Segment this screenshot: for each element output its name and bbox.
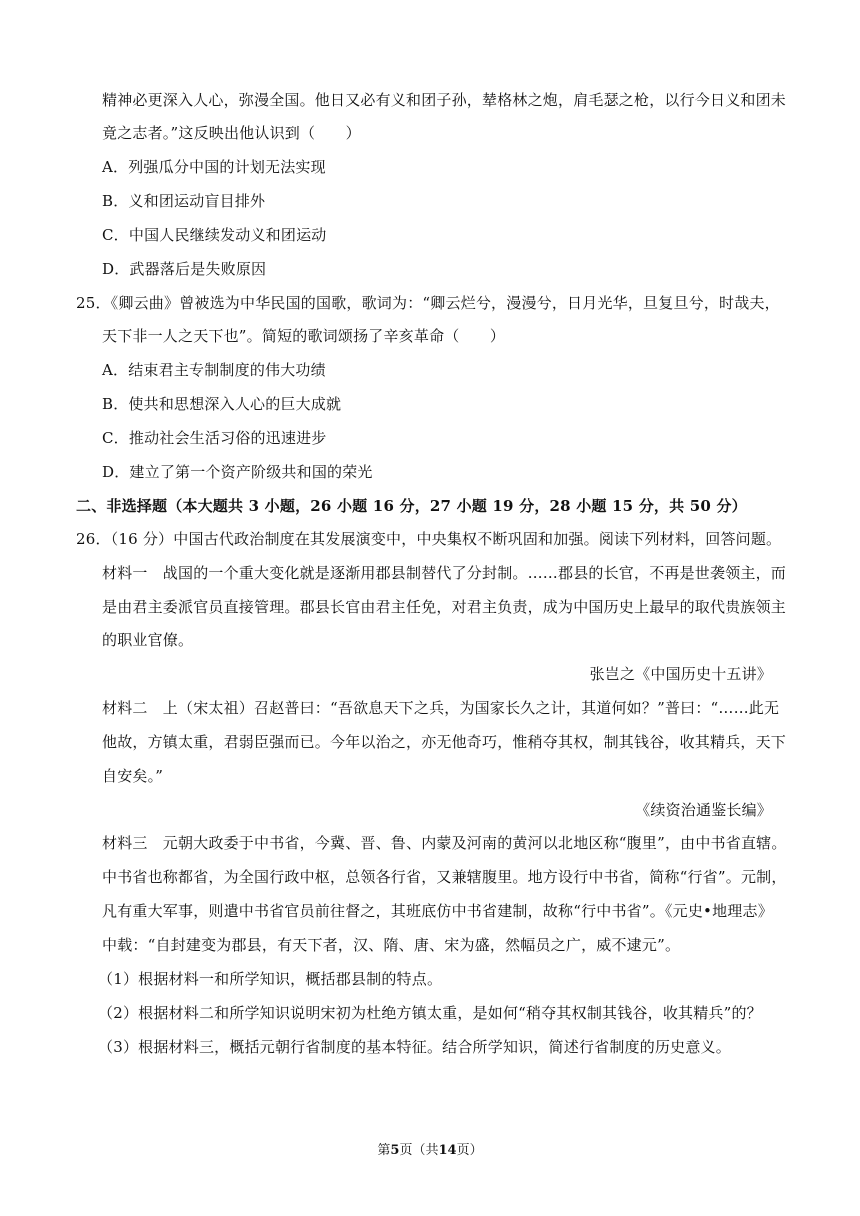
material2-source: 《续资治通鉴长编》 xyxy=(635,801,772,819)
q24-text-line2: 竟之志者。”这反映出他认识到（ ） xyxy=(102,124,361,142)
material1-line1: 材料一 战国的一个重大变化就是逐渐用郡县制替代了分封制。……郡县的长官，不再是世袭领主，而 xyxy=(102,564,787,582)
material2-line2: 他故，方镇太重，君弱臣强而已。今年以治之，亦无他奇巧，惟稍夺其权，制其钱谷，收其精兵，天下 xyxy=(102,733,787,751)
q26-subquestion-2: （2）根据材料二和所学知识说明宋初为杜绝方镇太重，是如何“稍夺其权制其钱谷，收其精兵”的？ xyxy=(98,1004,762,1022)
q25-option-b: B．使共和思想深入人心的巨大成就 xyxy=(102,395,342,413)
footer-total-pages: 14 xyxy=(438,1143,457,1158)
footer-prefix: 第 xyxy=(377,1143,391,1158)
page-footer xyxy=(0,1139,860,1158)
footer-suffix: 页） xyxy=(456,1143,483,1158)
q26-subquestion-3: （3）根据材料三，概括元朝行省制度的基本特征。结合所学知识，简述行省制度的历史意义。 xyxy=(98,1038,731,1056)
q24-option-d: D．武器落后是失败原因 xyxy=(102,260,267,278)
material3-line4: 中载：“自封建变为郡县，有天下者，汉、隋、唐、宋为盛，然幅员之广，威不逮元”。 xyxy=(102,936,681,954)
material2-line3: 自安矣。” xyxy=(102,767,164,785)
material1-line3: 的职业官僚。 xyxy=(102,631,194,649)
q26-stem: 26．（16 分）中国古代政治制度在其发展演变中，中央集权不断巩固和加强。阅读下列材料，回答问题。 xyxy=(76,530,782,548)
material3-line1: 材料三 元朝大政委于中书省，今冀、晋、鲁、内蒙及河南的黄河以北地区称“腹里”，由中书省直辖。 xyxy=(102,834,787,852)
material1-line2: 是由君主委派官员直接管理。郡县长官由君主任免，对君主负责，成为中国历史上最早的取代贵族领主 xyxy=(102,598,787,616)
q25-option-d: D．建立了第一个资产阶级共和国的荣光 xyxy=(102,463,373,481)
q25-stem-line1: 25．《卿云曲》曾被选为中华民国的国歌，歌词为：“卿云烂兮，漫漫兮，日月光华，旦复旦兮，时哉夫， xyxy=(76,294,780,312)
q25-stem-line2: 天下非一人之天下也”。简短的歌词颂扬了辛亥革命（ ） xyxy=(102,327,506,345)
section-heading: 二、非选择题（本大题共 3 小题，26 小题 16 分，27 小题 19 分，28 小题 15 分，共 50 分） xyxy=(76,497,747,515)
footer-mid: 页（共 xyxy=(399,1143,439,1158)
footer-page-number: 5 xyxy=(390,1143,400,1158)
q26-subquestion-1: （1）根据材料一和所学知识，概括郡县制的特点。 xyxy=(98,970,443,988)
q24-option-a: A．列强瓜分中国的计划无法实现 xyxy=(102,158,326,176)
material3-line3: 凡有重大军事，则遣中书省官员前往督之，其班底仿中书省建制，故称“行中书省”。《元史•地理志》 xyxy=(102,902,773,920)
q25-option-a: A．结束君主专制制度的伟大功绩 xyxy=(102,361,326,379)
q24-option-b: B．义和团运动盲目排外 xyxy=(102,192,266,210)
material3-line2: 中书省也称都省，为全国行政中枢，总领各行省，又兼辖腹里。地方设行中书省，简称“行省”。元制， xyxy=(102,868,787,886)
q24-option-c: C．中国人民继续发动义和团运动 xyxy=(102,226,327,244)
q24-text-line1: 精神必更深入人心，弥漫全国。他日又必有义和团子孙，辇格林之炮，肩毛瑟之枪，以行今日义和团未 xyxy=(102,91,787,109)
q25-option-c: C．推动社会生活习俗的迅速进步 xyxy=(102,429,327,447)
material1-source: 张岂之《中国历史十五讲》 xyxy=(589,665,772,683)
material2-line1: 材料二 上（宋太祖）召赵普曰：“吾欲息天下之兵，为国家长久之计，其道何如？”普曰：“……此无 xyxy=(102,699,780,717)
